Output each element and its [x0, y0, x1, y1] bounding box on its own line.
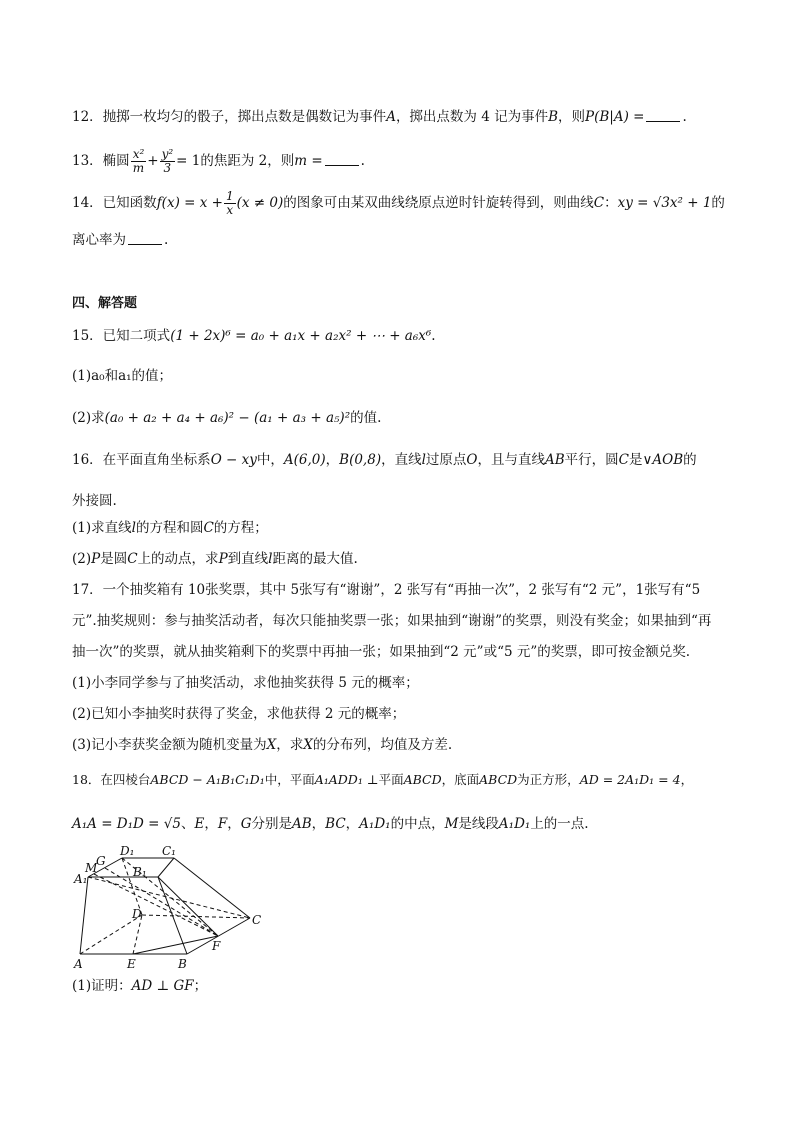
q16-triangle: ∨AOB — [642, 452, 684, 468]
q18-l1b: 中，平面 — [264, 772, 315, 787]
q15-expansion: (1 + 2x)⁶ = a₀ + a₁x + a₂x² + ⋯ + a₆x⁶ — [170, 328, 432, 344]
q16-p2-p: P — [91, 551, 101, 567]
q15-intro: 15．已知二项式 — [72, 328, 171, 344]
q13-f1-num: x² — [132, 147, 145, 161]
q18-l2c: 的中点， — [390, 816, 445, 832]
q18-l1a: 18．在四棱台 — [72, 772, 151, 787]
q18-l2e: 上的一点. — [530, 816, 589, 832]
q18-eq2: A₁A = D₁D = √5 — [72, 816, 181, 832]
q16-p2d: 到直线 — [227, 551, 269, 567]
q14-fraction — [224, 190, 236, 217]
q12-then: ，则 — [558, 109, 586, 125]
label-b1: B₁ — [133, 865, 147, 879]
q13-mid: 的焦距为 2，则 — [200, 153, 295, 169]
q18-p1-expression: AD ⊥ GF — [131, 978, 194, 994]
q16-p2-p2: P — [218, 551, 228, 567]
question-13 — [72, 148, 365, 175]
q16-system: O − xy — [210, 452, 257, 468]
q12-text: 抛掷一枚均匀的骰子，掷出点数是偶数记为事件 — [102, 109, 387, 125]
line-g-f — [105, 868, 218, 936]
q16-line-l: l — [421, 452, 426, 468]
q18-solid: ABCD − A₁B₁C₁D₁ — [150, 772, 265, 787]
q18-a1d1-2: A₁D₁ — [498, 816, 531, 832]
q16-p1-c: C — [203, 520, 214, 536]
q18-line-2 — [72, 814, 589, 834]
label-g: G — [96, 854, 106, 868]
q18-comma4: ， — [345, 816, 360, 832]
q14-colon: ： — [604, 195, 618, 211]
q18-l1c: 平面 — [378, 772, 404, 787]
q14-number: 14．已知函数 — [72, 195, 157, 211]
q14-curve-name: C — [593, 195, 605, 211]
q13-fraction-1 — [131, 148, 147, 175]
q16-p2a: (2) — [72, 551, 92, 567]
q13-answer-blank[interactable] — [325, 153, 359, 166]
q16-p1a: (1)求直线 — [72, 520, 132, 536]
q17-line-3: 抽一次”的奖票，就从抽奖箱剩下的奖票中再抽一张；如果抽到“2 元”或“5 元”的奖票，即可按金额兑奖. — [72, 644, 691, 660]
q15-end: . — [431, 328, 436, 344]
question-16 — [72, 450, 697, 470]
q18-base: ABCD — [479, 772, 518, 787]
label-f: F — [212, 939, 221, 953]
label-c: C — [252, 913, 262, 927]
frustum-figure — [70, 842, 270, 972]
q14-curve: xy = √3x² + 1 — [617, 195, 712, 211]
q17-x2: X — [303, 737, 313, 753]
q14-end: . — [164, 232, 169, 248]
q13-m: m = — [294, 153, 323, 169]
q16-origin: O — [466, 452, 478, 468]
q16-sep: ， — [325, 452, 340, 468]
q17-p3b: ，求 — [276, 737, 304, 753]
q18-comma3: ， — [311, 816, 326, 832]
q12-event-b: B — [548, 109, 559, 125]
label-a: A — [74, 957, 83, 971]
q13-eq1: = 1 — [176, 153, 201, 169]
line-e-f — [133, 936, 218, 954]
q15-p2a: (2)求 — [72, 410, 105, 426]
q16-p2c: 上的动点，求 — [137, 551, 219, 567]
q16-p2-l: l — [268, 551, 273, 567]
q16-l1a: 16．在平面直角坐标系 — [72, 452, 211, 468]
q18-l2b: 分别是 — [251, 816, 292, 832]
q14-condition: (x ≠ 0) — [236, 195, 284, 211]
q18-l1d: ，底面 — [441, 772, 480, 787]
q18-e: E — [194, 816, 205, 832]
q17-x: X — [266, 737, 277, 753]
label-c1: C₁ — [162, 844, 176, 858]
q14-tail: 的 — [711, 195, 725, 211]
q17-part-2: (2)已知小李抽奖时获得了奖金，求他获得 2 元的概率； — [72, 706, 406, 722]
q17-p3c: 的分布列，均值及方差. — [312, 737, 453, 753]
q12-expression: P(B|A) = — [585, 109, 645, 125]
q16-l1g: 是 — [629, 452, 643, 468]
q17-part-3 — [72, 735, 452, 755]
label-d1: D₁ — [120, 844, 135, 858]
q18-comma2: ， — [227, 816, 241, 832]
q13-f2-den: 3 — [163, 161, 172, 175]
q16-part-2 — [72, 549, 358, 569]
q18-plane2: ABCD — [403, 772, 442, 787]
q16-l1f: 平行，圆 — [564, 452, 619, 468]
q14-f-den: x — [226, 203, 234, 217]
label-a1: A₁ — [74, 872, 88, 886]
q16-p1c: 的方程； — [213, 520, 268, 536]
q12-answer-blank[interactable] — [646, 109, 680, 122]
edge-b1-c1 — [158, 858, 174, 877]
q13-fraction-2 — [160, 148, 176, 175]
q17-line-2: 元”.抽奖规则：参与抽奖活动者，每次只能抽奖票一张；如果抽到“谢谢”的奖票，则没有奖金；如果抽到“再 — [72, 613, 712, 629]
q18-a1d1: A₁D₁ — [359, 816, 391, 832]
q13-number: 13．椭圆 — [72, 153, 130, 169]
q13-f1-den: m — [132, 161, 145, 175]
q17-p3a: (3)记小李获奖金额为随机变量为 — [72, 737, 267, 753]
q18-m: M — [444, 816, 459, 832]
label-b: B — [178, 957, 187, 971]
q15-part-2 — [72, 408, 381, 428]
question-18 — [72, 770, 693, 790]
q14-f-num: 1 — [225, 189, 234, 203]
q18-ab: AB — [291, 816, 312, 832]
section-4-heading: 四、解答题 — [72, 296, 138, 311]
question-15 — [72, 326, 436, 346]
q15-p2-expression: (a₀ + a₂ + a₄ + a₆)² − (a₁ + a₃ + a₅)² — [104, 410, 351, 426]
q12-mid: ，掷出点数为 4 记为事件 — [395, 109, 549, 125]
q18-l1f: ， — [680, 772, 694, 787]
q18-part-1 — [72, 976, 207, 996]
q16-p2e: 距离的最大值. — [272, 551, 358, 567]
edge-c-c1 — [174, 858, 250, 918]
q15-part-1: (1)a₀和a₁的值； — [72, 368, 173, 384]
q18-l2a: 、 — [180, 816, 195, 832]
question-12 — [72, 107, 687, 127]
q16-part-1 — [72, 518, 268, 538]
q14-mid: 的图象可由某双曲线绕原点逆时针旋转得到，则曲线 — [283, 195, 594, 211]
q12-event-a: A — [386, 109, 396, 125]
q16-p2b: 是圆 — [100, 551, 128, 567]
q15-p2b: 的值. — [350, 410, 382, 426]
q16-point-a: A(6,0) — [283, 452, 326, 468]
question-17: 17．一个抽奖箱有 10张奖票，其中 5张写有“谢谢”，2 张写有“再抽一次”，2 张写有“2 元”，1张写有“5 — [72, 582, 701, 598]
q16-l1e: ，且与直线 — [477, 452, 545, 468]
q18-p1a: (1)证明： — [72, 978, 132, 994]
q13-f2-num: y² — [161, 147, 174, 161]
q16-circle-c: C — [618, 452, 630, 468]
q18-eq1: AD = 2A₁D₁ = 4 — [579, 772, 681, 787]
q18-f: F — [217, 816, 228, 832]
q17-part-1: (1)小李同学参与了抽奖活动，求他抽奖获得 5 元的概率； — [72, 675, 419, 691]
q18-comma1: ， — [204, 816, 218, 832]
edge-a-a1 — [80, 877, 88, 954]
label-d: D — [132, 907, 142, 921]
q16-l1d: 过原点 — [425, 452, 467, 468]
q16-l1h: 的 — [683, 452, 697, 468]
q16-p2-c: C — [127, 551, 138, 567]
q18-plane1: A₁ADD₁ ⊥ — [314, 772, 379, 787]
q18-l2d: 是线段 — [458, 816, 499, 832]
q13-end: . — [360, 153, 365, 169]
edge-b-b1 — [158, 877, 187, 954]
q13-plus: + — [147, 153, 159, 169]
q14-line2: 离心率为 — [72, 232, 126, 248]
q18-g: G — [240, 816, 252, 832]
q18-p1b: ； — [193, 978, 208, 994]
q18-l1e: 为正方形， — [517, 772, 580, 787]
q16-l1b: 中， — [256, 452, 284, 468]
q18-bc: BC — [325, 816, 346, 832]
label-e: E — [127, 957, 136, 971]
question-14 — [72, 190, 725, 217]
q16-l1c: ，直线 — [381, 452, 422, 468]
question-14-line-2 — [72, 230, 168, 250]
q14-answer-blank[interactable] — [128, 232, 162, 245]
q16-line-2: 外接圆. — [72, 493, 117, 509]
q12-number: 12． — [72, 109, 103, 125]
q16-p1-l: l — [131, 520, 136, 536]
q16-point-b: B(0,8) — [339, 452, 382, 468]
q14-fx: f(x) = x + — [156, 195, 223, 211]
label-m: M — [85, 861, 98, 875]
q16-line-ab: AB — [545, 452, 565, 468]
q16-p1b: 的方程和圆 — [135, 520, 204, 536]
q12-end: . — [682, 109, 687, 125]
